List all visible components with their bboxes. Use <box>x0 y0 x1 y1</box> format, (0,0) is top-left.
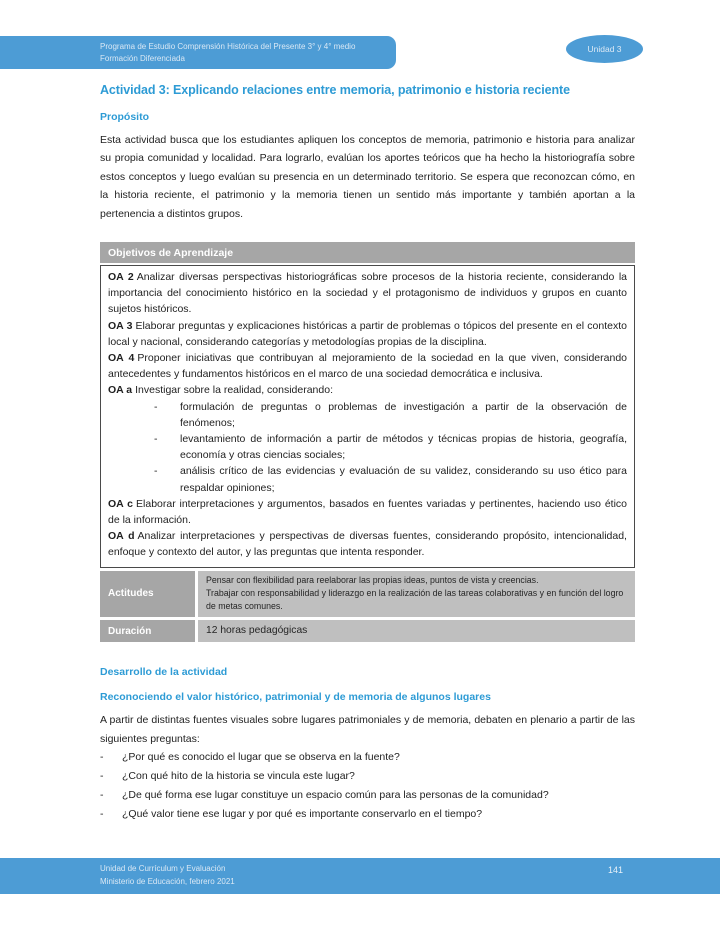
oa-item <box>108 350 627 382</box>
program-header-band <box>0 36 396 69</box>
question-item <box>100 767 635 786</box>
footer-line2: Ministerio de Educación, febrero 2021 <box>100 876 235 886</box>
dash-bullet: - <box>100 807 104 820</box>
oa-item <box>108 318 627 350</box>
unit-badge-label: Unidad 3 <box>587 44 622 54</box>
footer-credits <box>100 863 235 888</box>
oa-sub-item <box>108 399 627 431</box>
purpose-paragraph: Esta actividad busca que los estudiantes apliquen los conceptos de memoria, patrimonio e historia para analizar su propia comunidad y localidad. Para lograrlo, evalúan los aportes teóricos que ha hecho la historiografía sobre estos conceptos y luego evalúan su presencia en un determinado territorio. Se espera que reconozcan cómo, en la historia reciente, el patrimonio y la memoria tienen un sentido más importante y también aportan a la pertenencia a distintos grupos. <box>100 134 635 220</box>
oa-text: Proponer iniciativas que contribuyan al mejoramiento de la sociedad en la que viven, considerando antecedentes y fundamentos históricos en el marco de una sociedad democrática e inclusiva. <box>108 352 627 381</box>
oa-prefix: OA 2 <box>108 271 134 284</box>
objectives-table-header: Objetivos de Aprendizaje <box>100 242 635 263</box>
unit-badge <box>566 35 643 63</box>
question-list <box>100 748 635 823</box>
oa-sub-text: levantamiento de información a partir de métodos y técnicas propias de historia, geografía, economía y otras ciencias sociales; <box>180 433 627 462</box>
oa-item <box>108 528 627 560</box>
question-item <box>100 748 635 767</box>
dash-bullet: - <box>154 433 158 446</box>
oa-sub-item <box>108 463 627 495</box>
oa-text: Analizar interpretaciones y perspectivas de diversas fuentes, considerando propósito, intencionalidad, enfoque y contexto del autor, y las preguntas que intenta responder. <box>108 530 627 559</box>
development-heading: Desarrollo de la actividad <box>100 666 228 679</box>
program-title-line2: Formación Diferenciada <box>100 53 185 63</box>
oa-text: Elaborar preguntas y explicaciones históricas a partir de problemas o tópicos del presente en el contexto local y nacional, considerando categorías y metodologías propias de la disciplina. <box>108 319 627 348</box>
program-title-line1: Programa de Estudio Comprensión Histórica del Presente 3° y 4° medio <box>100 42 356 51</box>
footer-band <box>0 858 720 894</box>
oa-prefix: OA 3 <box>108 319 133 332</box>
oa-sub-item <box>108 431 627 463</box>
question-text: ¿Con qué hito de la historia se vincula este lugar? <box>122 769 355 782</box>
footer-line1: Unidad de Currículum y Evaluación <box>100 864 226 873</box>
duration-row <box>100 620 635 642</box>
development-subheading: Reconociendo el valor histórico, patrimonial y de memoria de algunos lugares <box>100 691 491 704</box>
dash-bullet: - <box>100 751 104 764</box>
question-text: ¿Qué valor tiene ese lugar y por qué es importante conservarlo en el tiempo? <box>122 807 483 820</box>
dash-bullet: - <box>154 465 158 478</box>
oa-item <box>108 382 627 398</box>
oa-prefix: OA a <box>108 384 133 397</box>
duration-label-cell: Duración <box>100 620 195 642</box>
attitudes-row <box>100 571 635 618</box>
objectives-table <box>100 242 635 642</box>
activity-title: Actividad 3: Explicando relaciones entre memoria, patrimonio e historia reciente <box>100 83 570 97</box>
attitudes-label-cell: Actitudes <box>100 571 195 618</box>
oa-sub-text: formulación de preguntas o problemas de investigación a partir de la observación de fenómenos; <box>180 400 627 429</box>
oa-text: Elaborar interpretaciones y argumentos, basados en fuentes variadas y pertinentes, haciendo uso ético de la información. <box>108 497 628 527</box>
duration-value-cell: 12 horas pedagógicas <box>198 620 635 642</box>
question-item <box>100 786 635 805</box>
oa-prefix: OA 4 <box>108 352 135 365</box>
development-intro: A partir de distintas fuentes visuales sobre lugares patrimoniales y de memoria, debaten en plenario a partir de las siguientes preguntas: <box>100 714 635 745</box>
attitude-line: Pensar con flexibilidad para reelaborar las propias ideas, puntos de vista y creencias. <box>206 574 539 585</box>
oa-item <box>108 496 627 528</box>
purpose-heading: Propósito <box>100 111 149 123</box>
dash-bullet: - <box>100 788 104 801</box>
question-text: ¿Por qué es conocido el lugar que se observa en la fuente? <box>122 751 400 764</box>
dash-bullet: - <box>154 400 158 413</box>
attitudes-value-cell <box>198 571 635 618</box>
page-number: 141 <box>608 865 624 875</box>
oa-text: Investigar sobre la realidad, considerando: <box>135 384 333 397</box>
page-content <box>100 83 635 823</box>
oa-prefix: OA c <box>108 497 134 510</box>
oa-sub-text: análisis crítico de las evidencias y evaluación de su validez, considerando su uso ético para respaldar opiniones; <box>180 465 627 494</box>
dash-bullet: - <box>100 769 104 782</box>
question-item <box>100 805 635 824</box>
attitude-line: Trabajar con responsabilidad y liderazgo en la realización de las tareas colaborativas y en función del logro de metas comunes. <box>206 587 624 612</box>
question-text: ¿De qué forma ese lugar constituye un espacio común para las personas de la comunidad? <box>122 788 549 801</box>
objectives-table-body <box>100 265 635 568</box>
oa-text: Analizar diversas perspectivas historiográficas sobre procesos de la historia reciente, considerando la importancia del conocimiento histórico en la sociedad y el protagonismo de individuos y grupos en cuanto sujetos históricos. <box>108 271 627 316</box>
oa-prefix: OA d <box>108 530 135 543</box>
oa-item <box>108 269 627 318</box>
